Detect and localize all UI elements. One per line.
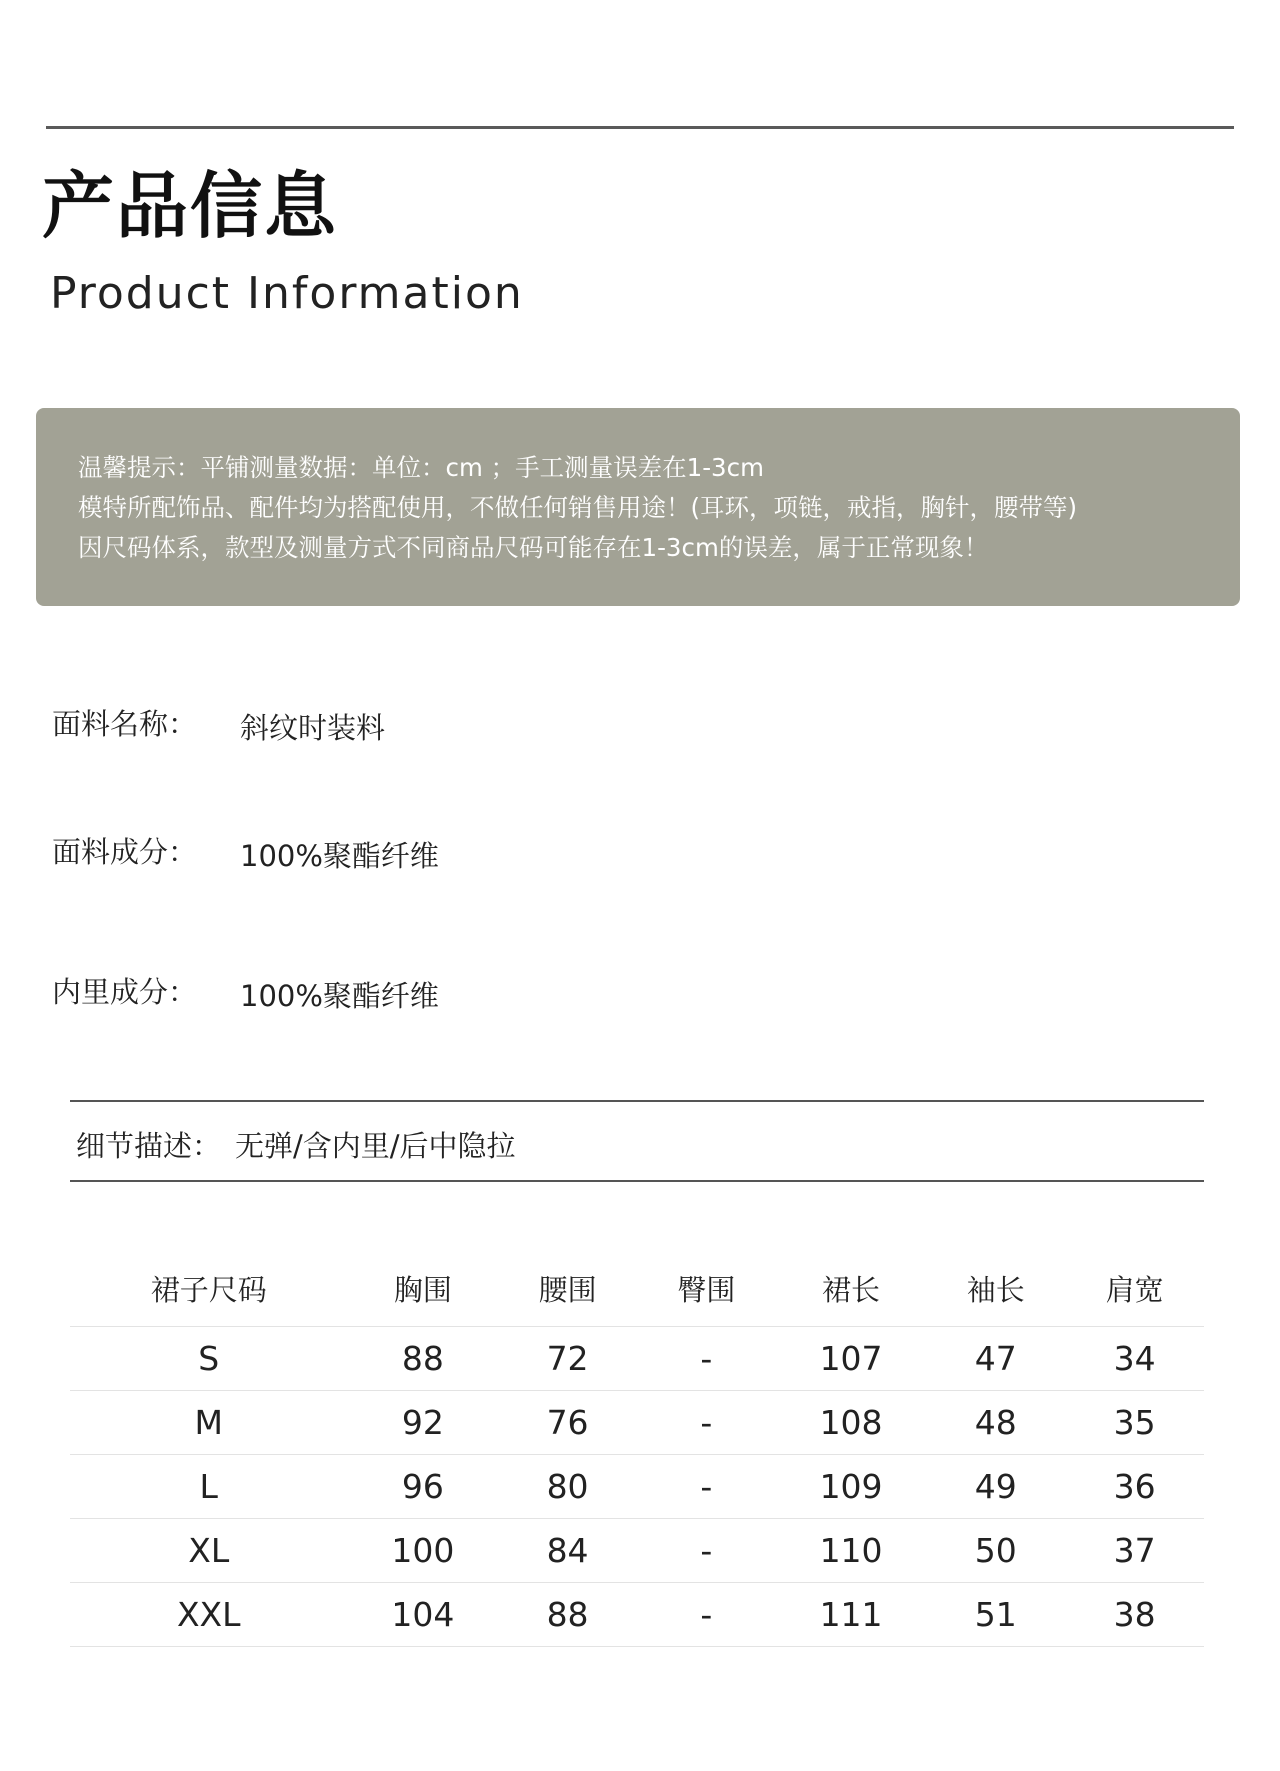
table-cell: 76 [498,1391,637,1455]
page-subtitle: Product Information [50,268,524,319]
table-cell: 72 [498,1327,637,1391]
table-cell: 36 [1065,1455,1204,1519]
table-cell: 47 [926,1327,1065,1391]
size-table [70,1262,1204,1647]
page-title: 产品信息 [42,164,339,248]
table-cell: - [637,1391,776,1455]
table-cell: 50 [926,1519,1065,1583]
top-divider [46,126,1234,129]
table-cell: 100 [348,1519,499,1583]
table-cell: 88 [348,1327,499,1391]
table-row [70,1327,1204,1391]
table-cell: 110 [776,1519,927,1583]
column-header: 腰围 [538,1272,597,1307]
column-header: 臀围 [677,1272,736,1307]
table-cell: M [70,1391,348,1455]
spec-value: 100%聚酯纤维 [240,839,439,873]
detail-top-divider [70,1100,1204,1102]
column-header: 肩宽 [1105,1272,1164,1307]
table-cell: 84 [498,1519,637,1583]
table-cell: 96 [348,1455,499,1519]
detail-value: 无弹/含内里/后中隐拉 [235,1129,516,1163]
table-cell: 80 [498,1455,637,1519]
table-cell: 49 [926,1455,1065,1519]
detail-description [76,1124,516,1165]
table-cell: XXL [70,1583,348,1647]
table-cell: - [637,1455,776,1519]
spec-label: 内里成分： [52,975,198,1009]
table-row [70,1583,1204,1647]
table-cell: 34 [1065,1327,1204,1391]
notice-line: 模特所配饰品、配件均为搭配使用，不做任何销售用途！(耳环，项链，戒指，胸针，腰带等) [78,493,1078,522]
table-cell: 38 [1065,1583,1204,1647]
table-cell: 92 [348,1391,499,1455]
column-header: 裙长 [822,1272,881,1307]
spec-value: 100%聚酯纤维 [240,979,439,1013]
spec-value: 斜纹时装料 [240,711,386,745]
table-cell: 37 [1065,1519,1204,1583]
table-cell: 109 [776,1455,927,1519]
table-cell: L [70,1455,348,1519]
size-table-header [70,1262,1204,1327]
column-header: 胸围 [393,1272,452,1307]
table-row [70,1519,1204,1583]
table-row [70,1391,1204,1455]
table-cell: - [637,1327,776,1391]
notice-box [36,408,1240,606]
notice-line: 因尺码体系，款型及测量方式不同商品尺码可能存在1-3cm的误差，属于正常现象！ [78,533,989,562]
table-cell: XL [70,1519,348,1583]
table-cell: 107 [776,1327,927,1391]
table-cell: 111 [776,1583,927,1647]
table-cell: 51 [926,1583,1065,1647]
table-cell: 35 [1065,1391,1204,1455]
column-header: 裙子尺码 [150,1272,267,1307]
detail-bottom-divider [70,1180,1204,1182]
table-row [70,1455,1204,1519]
table-cell: - [637,1519,776,1583]
table-cell: 88 [498,1583,637,1647]
table-cell: 108 [776,1391,927,1455]
detail-label: 细节描述： [76,1129,222,1163]
spec-label: 面料成分： [52,835,198,869]
table-cell: S [70,1327,348,1391]
table-cell: 48 [926,1391,1065,1455]
table-cell: 104 [348,1583,499,1647]
spec-label: 面料名称： [52,707,198,741]
notice-line: 温馨提示：平铺测量数据：单位：cm ；手工测量误差在1-3cm [78,453,764,482]
column-header: 袖长 [966,1272,1025,1307]
table-cell: - [637,1583,776,1647]
